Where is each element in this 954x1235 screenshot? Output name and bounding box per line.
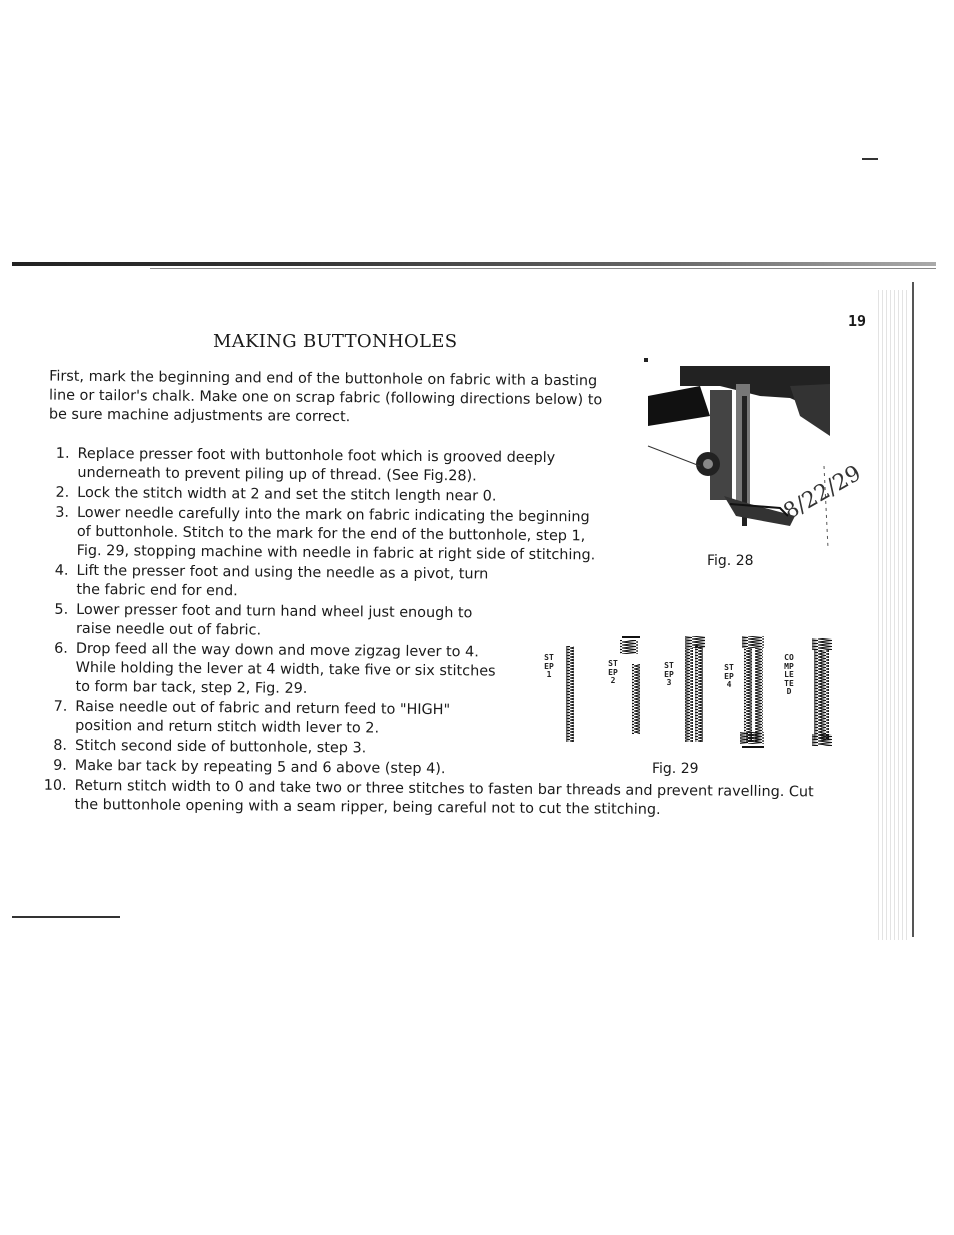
step-number: 1.: [55, 445, 70, 462]
step-number: 10.: [43, 777, 67, 794]
fig29-caption: Fig. 29: [652, 761, 699, 777]
fig29-label-step1: STEP 1: [544, 653, 554, 680]
presser-foot-illustration: [640, 356, 835, 548]
scan-edge: [878, 290, 908, 940]
step-text: Lock the stitch width at 2 and set the stitch length near 0.: [77, 484, 497, 505]
step-text: Lower needle carefully into the mark on fabric indicating the beginning of buttonhole. Stitch to the mark for the end of the buttonhole, step 1, Fig. 29, stopping machine with needle in fabric at right side of stitching.: [76, 504, 596, 564]
step-text: Return stitch width to 0 and take two or three stitches to fasten bar threads and prevent ravelling. Cut the buttonhole opening with a seam ripper, being careful not to cut the stitching.: [74, 777, 814, 818]
intro-paragraph: First, mark the beginning and end of the buttonhole on fabric with a basting line or tailor's chalk. Make one on scrap fabric (following directions below) to be sure machine adjustments are correct.: [48, 368, 603, 426]
step-text: Drop feed all the way down and move zigzag lever to 4. While holding the lever at 4 width, take five or six stitches to form bar tack, step 2, Fig. 29.: [75, 640, 496, 697]
page-title: MAKING BUTTONHOLES: [213, 331, 458, 352]
fig29-label-step4: STEP 4: [724, 663, 734, 690]
step-text: Lift the presser foot and using the needle as a pivot, turn the fabric end for end.: [76, 562, 489, 600]
step-number: 3.: [55, 504, 70, 521]
margin-mark: [862, 158, 878, 160]
step-text: Lower presser foot and turn hand wheel just enough to raise needle out of fabric.: [75, 601, 473, 639]
scan-edge-line: [912, 282, 914, 937]
step-item: [28, 776, 834, 821]
fig29-label-step3: STEP 3: [664, 661, 674, 688]
top-rule-thin: [150, 268, 936, 269]
step-number: 4.: [54, 562, 69, 579]
step-text: Stitch second side of buttonhole, step 3.: [74, 737, 367, 757]
step-number: 6.: [54, 640, 68, 657]
fig29-label-completed: COMPLETED: [784, 653, 794, 697]
step-text: Raise needle out of fabric and return feed to "HIGH" position and return stitch width lever to 2.: [75, 698, 451, 737]
step-number: 5.: [54, 601, 69, 618]
step-number: 9.: [53, 757, 67, 774]
bottom-rule: [12, 916, 120, 918]
step-text: Make bar tack by repeating 5 and 6 above (step 4).: [74, 757, 446, 778]
step-number: 7.: [53, 698, 68, 715]
fig28-caption: Fig. 28: [707, 553, 754, 569]
step-text: Replace presser foot with buttonhole foot which is grooved deeply underneath to prevent piling up of thread. (See Fig.28).: [77, 445, 556, 485]
handwritten-note: 8/22/29: [779, 460, 866, 525]
fig29-label-step2: STEP 2: [608, 659, 618, 686]
page-number: 19: [848, 312, 867, 330]
step-number: 2.: [55, 484, 70, 501]
step-number: 8.: [53, 737, 68, 754]
top-rule: [12, 262, 936, 266]
